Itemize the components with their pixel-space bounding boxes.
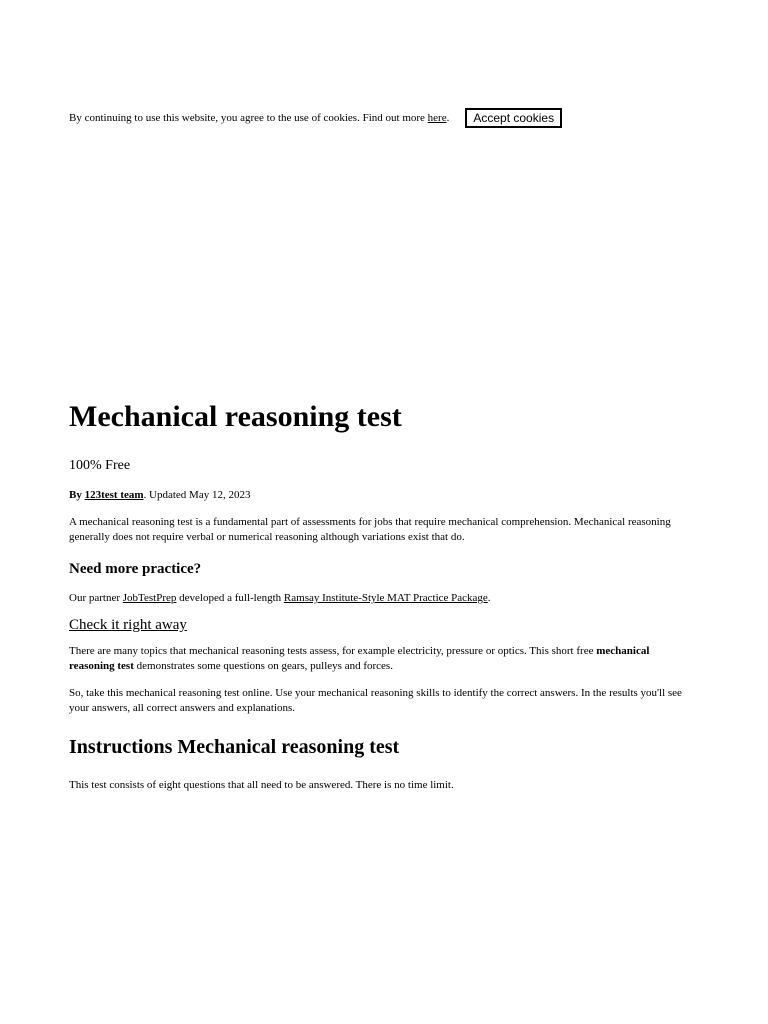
topics-paragraph <box>69 644 694 674</box>
cookie-banner <box>69 108 709 128</box>
page-title: Mechanical reasoning test <box>69 400 402 433</box>
cookie-message: By continuing to use this website, you agree to the use of cookies. Find out more <box>69 112 428 124</box>
byline-by: By <box>69 489 85 501</box>
cookie-text <box>69 108 449 128</box>
cookie-period: . <box>446 112 450 124</box>
article <box>69 395 694 793</box>
partner-mid: developed a full-length <box>176 592 284 604</box>
cookie-info-link[interactable]: here <box>427 112 447 124</box>
instructions-paragraph: This test consists of eight questions that all need to be answered. There is no time limit. <box>69 779 454 791</box>
price-label: 100% Free <box>69 458 131 473</box>
topics-pre: There are many topics that mechanical reasoning tests assess, for example electricity, pressure or optics. This short free <box>69 645 597 657</box>
topics-post: demonstrates some questions on gears, pulleys and forces. <box>133 660 393 672</box>
updated-date: . Updated May 12, 2023 <box>143 489 251 501</box>
author-link[interactable]: 123test team <box>84 489 144 501</box>
take-test-paragraph: So, take this mechanical reasoning test online. Use your mechanical reasoning skills to identify the correct answers. In the results you'll see your answers, all correct answers and explanations. <box>69 687 682 714</box>
practice-heading: Need more practice? <box>69 561 202 577</box>
instructions-heading: Instructions Mechanical reasoning test <box>69 736 400 758</box>
intro-paragraph: A mechanical reasoning test is a fundamental part of assessments for jobs that require mechanical comprehension. Mechanical reasoning generally does not require verbal or numerical reasoning although variations exist that do. <box>69 516 671 543</box>
jobtestprep-link[interactable]: JobTestPrep <box>122 592 177 604</box>
partner-end: . <box>487 592 491 604</box>
practice-package-link[interactable]: Ramsay Institute-Style MAT Practice Package <box>283 592 488 604</box>
partner-paragraph <box>69 591 694 606</box>
accept-cookies-button[interactable]: Accept cookies <box>465 108 562 128</box>
partner-pre: Our partner <box>69 592 123 604</box>
check-it-link[interactable]: Check it right away <box>69 617 187 633</box>
byline <box>69 487 694 503</box>
topics-bold: mechanical reasoning test <box>69 645 650 672</box>
